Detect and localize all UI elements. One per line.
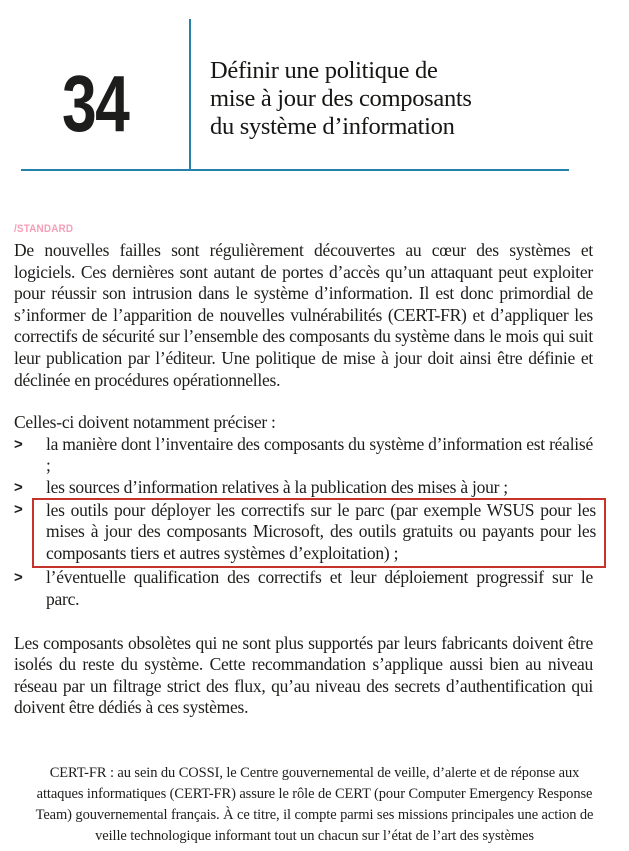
- chapter-title-line: du système d’information: [210, 113, 455, 140]
- header-divider-vertical: [189, 19, 191, 170]
- list-item: [14, 499, 596, 568]
- footnote: CERT-FR : au sein du COSSI, le Centre gouvernemental de veille, d’alerte et de réponse aux attaques informatiques (CERT-FR) assure le rôle de CERT (pour Computer Emergency Response Team) gouvernemental français. À ce titre, il compte parmi ses missions principales une action de veille technologique informant tout un chacun sur l’état de l’art des systèmes: [35, 765, 594, 844]
- standard-label: /STANDARD: [14, 223, 74, 235]
- chapter-title-line: Définir une politique de: [210, 57, 438, 84]
- chapter-title: [210, 57, 472, 141]
- body-column: [14, 223, 596, 719]
- measure-list: [14, 433, 596, 611]
- highlight-annotation-box: les outils pour déployer les correctifs sur le parc (par exemple WSUS pour les mises à jour des composants Microsoft, des outils gratuits ou payants pour les composants tiers et autres systèmes d’exploitation) ;: [32, 498, 606, 569]
- chapter-title-line: mise à jour des composants: [210, 85, 472, 112]
- chapter-number: 34: [62, 59, 129, 148]
- closing-paragraph: Les composants obsolètes qui ne sont plus supportés par leurs fabricants doivent être isolés du reste du système. Cette recommandation s’applique aussi bien au niveau réseau par un filtrage strict des flux, qu’au niveau des secrets d’authentification qui doivent être dédiés à ces systèmes.: [14, 632, 593, 718]
- list-item: [14, 434, 593, 477]
- list-item-text: la manière dont l’inventaire des composants du système d’information est réalisé ;: [46, 433, 593, 476]
- list-item-text: les sources d’information relatives à la publication des mises à jour ;: [46, 476, 508, 497]
- list-item-marker: >: [14, 435, 23, 453]
- intro-paragraph: De nouvelles failles sont régulièrement découvertes au cœur des systèmes et logiciels. Ces dernières sont autant de portes d’accès qu’un attaquant peut exploiter pour réussir son intrusion dans le système d’information. Il est donc primordial de s’informer de l’apparition de nouvelles vulnérabilités (CERT-FR) et d’appliquer les correctifs de sécurité sur l’ensemble des composants du système dans le mois qui suit leur publication par l’éditeur. Une politique de mise à jour doit ainsi être définie et déclinée en procédures opérationnelles.: [14, 240, 593, 390]
- list-item-marker: >: [14, 500, 23, 518]
- list-item: [14, 567, 593, 610]
- list-item-marker: >: [14, 569, 23, 587]
- list-item-marker: >: [14, 478, 23, 496]
- list-intro: Celles-ci doivent notamment préciser :: [14, 412, 276, 433]
- list-item-text: l’éventuelle qualification des correctifs et leur déploiement progressif sur le parc.: [46, 567, 593, 609]
- list-item: [14, 477, 593, 499]
- header-divider-horizontal: [21, 169, 569, 171]
